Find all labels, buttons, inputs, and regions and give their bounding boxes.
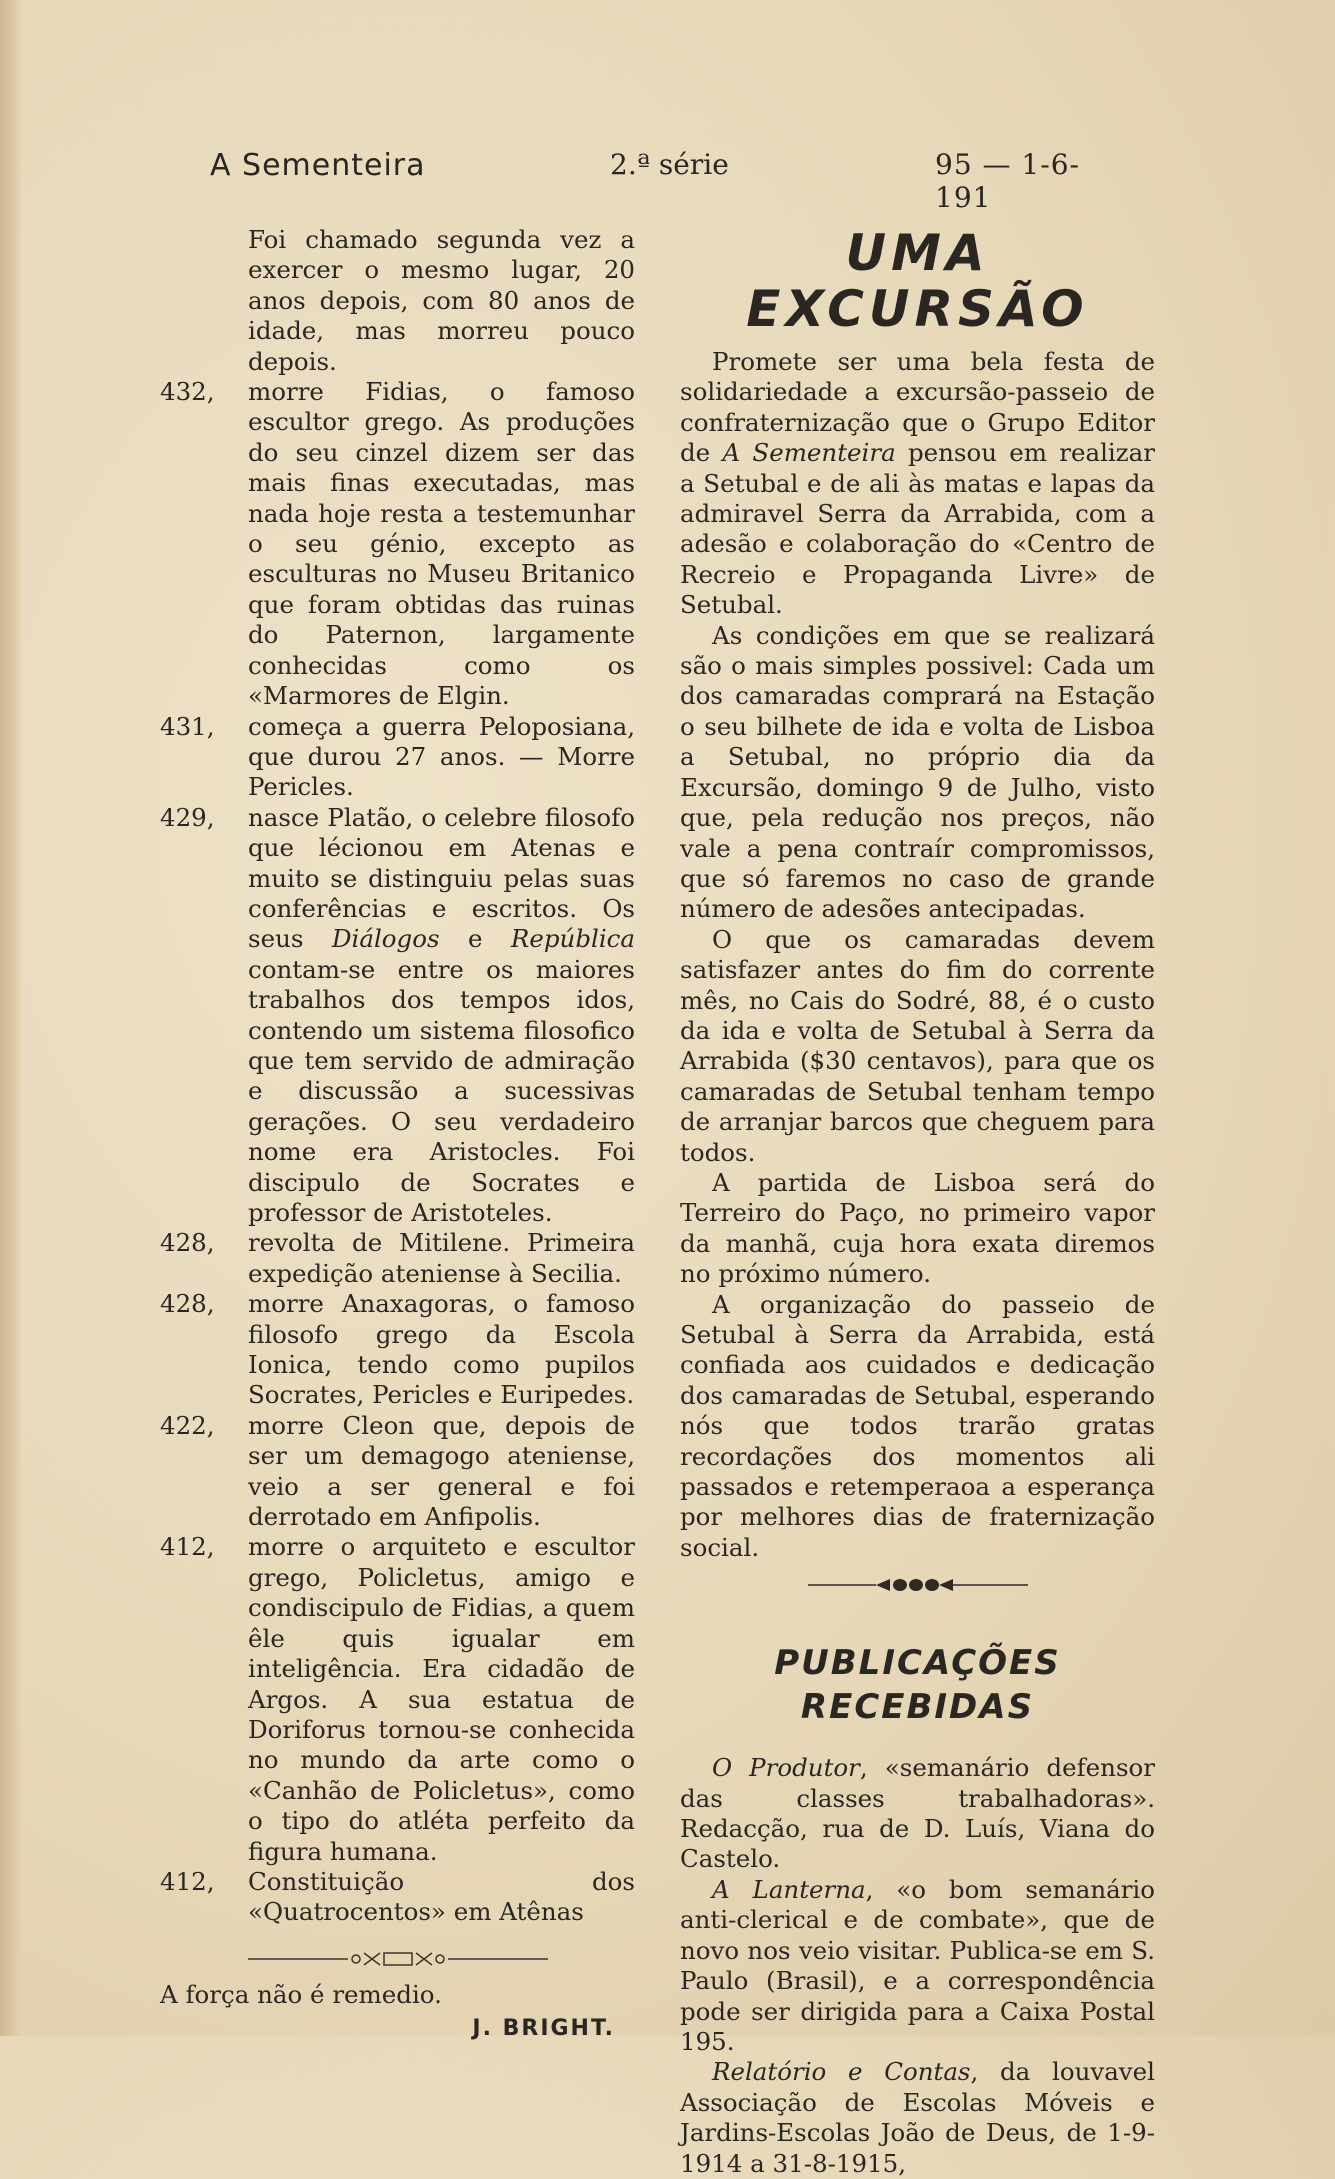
chronology-entry — [160, 1289, 635, 1411]
chronology-entry — [160, 1532, 635, 1866]
article-paragraph: As condições em que se realizará são o mais simples possivel: Cada um dos camaradas comprará na Estação o seu bilhete de ida e volta de Lisboa a Setubal, no próprio dia da Excursão, domingo 9 de Julho, visto que, pela redução nos preços, não vale a pena contraír compromissos, que só faremos no caso de grande número de adesões antecipadas. — [680, 620, 1155, 924]
chronology-entry — [160, 1867, 635, 1928]
entry-year: 412, — [160, 1532, 215, 1562]
ornament-divider — [680, 1573, 1155, 1597]
chronology-entry — [160, 1228, 635, 1289]
issue-date: 95 — 1-6-191 — [935, 148, 1080, 214]
entry-year: 429, — [160, 802, 215, 832]
article-paragraph — [680, 347, 1155, 621]
chronology-entry — [160, 1411, 635, 1533]
chronology-entry — [160, 803, 635, 1229]
paragraph-italic: A Sementeira — [722, 438, 896, 468]
section-title: PUBLICAÇÕES RECEBIDAS — [774, 1643, 1061, 1728]
publication-name: O Produtor — [712, 1753, 860, 1783]
article-paragraph: O que os camaradas devem satisfazer antes do fim do corrente mês, no Cais do Sodré, 88, é o custo da ida e volta de Setubal à Serra da Arrabida ($30 centavos), para que os camaradas de Setubal tenham tempo de arranjar barcos que cheguem para todos. — [680, 924, 1155, 1167]
serie-label: 2.ª série — [610, 148, 729, 181]
intro-continuation: Foi chamado segunda vez a exercer o mesmo lugar, 20 anos depois, com 80 anos de idade, mas morreu pouco depois. — [248, 225, 635, 376]
entry-text: morre Fidias, o famoso escultor grego. As produções do seu cinzel dizem ser das mais finas executadas, mas nada hoje resta a testemunhar o seu génio, excepto as esculturas no Museu Britanico que foram obtidas das ruinas do Paternon, largamente conhecidas como os «Marmores de Elgin. — [248, 377, 635, 711]
ornament-divider — [160, 1946, 635, 1966]
chronology-entry — [160, 377, 635, 711]
entry-text: começa a guerra Peloposiana, que durou 27 anos. — Morre Pericles. — [248, 711, 635, 802]
entry-text: revolta de Mitilene. Primeira expedição ateniense à Secilia. — [248, 1228, 635, 1288]
article-paragraph: A partida de Lisboa será do Terreiro do Paço, no primeiro vapor da manhã, cuja hora exata diremos no próximo número. — [680, 1167, 1155, 1289]
entry-text: morre Anaxagoras, o famoso filosofo grego da Escola Ionica, tendo como pupilos Socrates, Pericles e Euripedes. — [248, 1289, 635, 1410]
publication-text: , da louvavel Associação de Escolas Móveis e Jardins-Escolas João de Deus, de 1-9-1914 a 31-8-1915, — [680, 2057, 1155, 2178]
entry-year: 412, — [160, 1866, 215, 1896]
author-signature: J. BRIGHT. — [472, 2016, 615, 2042]
torn-page-edge — [0, 0, 22, 2036]
publication-name: A Lanterna — [712, 1874, 866, 1904]
entry-text: e — [439, 924, 511, 954]
article-paragraph: A organização do passeio de Setubal à Serra da Arrabida, está confiada aos cuidados e dedicação dos camaradas de Setubal, esperando nós que todos trarão gratas recordações dos momentos ali passados e retemperaoa a esperança por melhores dias de fraternização social. — [680, 1289, 1155, 1562]
entry-text: morre Cleon que, depois de ser um demagogo ateniense, veio a ser general e foi derrotado em Anfipolis. — [248, 1410, 635, 1532]
publication-text: , «o bom semanário anti-clerical e de combate», que de novo nos veio visitar. Publica-se em S. Paulo (Brasil), e a correspondência pode ser dirigida para a Caixa Postal 195. — [680, 1874, 1156, 2056]
publication-entry — [680, 1753, 1155, 1875]
publication-title: A Sementeira — [210, 148, 426, 183]
entry-text: Constituição dos «Quatrocentos» em Atênas — [248, 1866, 635, 1927]
paragraph-text: Promete ser uma bela festa de solidariedade a excursão-passeio de confraternização que o Grupo Editor de — [680, 347, 1155, 468]
article-title: UMA EXCURSÃO — [746, 224, 1089, 338]
entry-text: nasce Platão, o celebre filosofo que lécionou em Atenas e muito se distinguiu pelas suas conferências e escritos. Os seus — [248, 802, 635, 954]
closing-line: A força não é remedio. — [160, 1979, 442, 2009]
entry-italic: República — [510, 924, 635, 954]
chronology-entry — [160, 712, 635, 803]
entry-year: 431, — [160, 711, 215, 741]
entry-italic: Diálogos — [331, 924, 440, 954]
publication-entry — [680, 1875, 1155, 2057]
page-header — [210, 148, 1110, 214]
entry-year: 428, — [160, 1228, 215, 1258]
publication-name: Relatório e Contas — [712, 2057, 971, 2087]
paragraph-text: pensou em realizar a Setubal e de ali às matas e lapas da admiravel Serra da Arrabida, com a adesão e colaboração do «Centro de Recreio e Propaganda Livre» de Setubal. — [680, 438, 1155, 620]
entry-year: 428, — [160, 1289, 215, 1319]
left-column — [160, 225, 635, 2045]
publication-entry — [680, 2057, 1155, 2179]
publication-text: , «semanário defensor das classes trabalhadoras». Redacção, rua de D. Luís, Viana do Castelo. — [680, 1753, 1155, 1874]
entry-text: morre o arquiteto e escultor grego, Policletus, amigo e condiscipulo de Fidias, a quem êle quis igualar em inteligência. Era cidadão de Argos. A sua estatua de Doriforus tornou-se conhecida no mundo da arte como o «Canhão de Policletus», como o tipo do atléta perfeito da figura humana. — [248, 1532, 635, 1866]
entry-text: contam-se entre os maiores trabalhos dos tempos idos, contendo um sistema filosofico que tem servido de admiração e discussão a sucessivas gerações. O seu verdadeiro nome era Aristocles. Foi discipulo de Socrates e professor de Aristoteles. — [248, 954, 635, 1227]
entry-year: 422, — [160, 1410, 215, 1440]
right-column — [680, 225, 1155, 2179]
entry-year: 432, — [160, 377, 215, 407]
